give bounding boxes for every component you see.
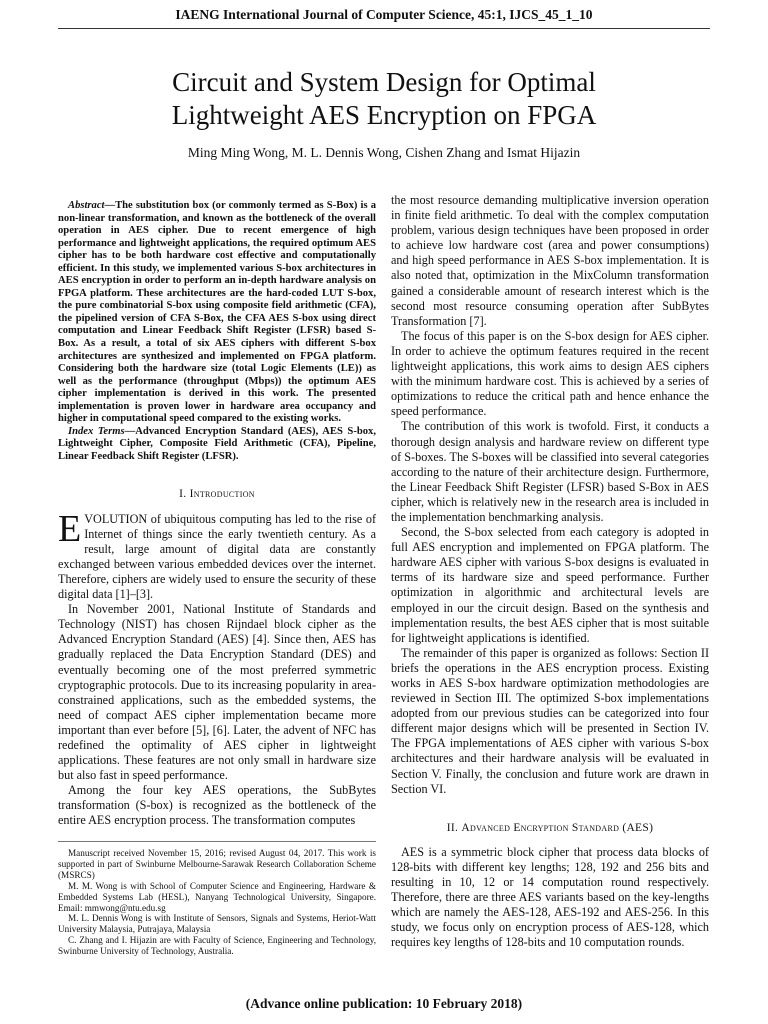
- intro-paragraph-1-text: of ubiquitous computing has led to the rise of Internet of things since the early twentieth century. As a result, large amount of digital data are constantly exchanged between various embedded devices over the internet. Therefore, ciphers are widely used to ensure the security of these digital data [1]–[3].: [58, 511, 376, 602]
- abstract-label: Abstract: [68, 200, 105, 211]
- right-paragraph-1: the most resource demanding multiplicative inversion operation in finite field arithmetic. To deal with the complex computation problem, various design techniques have been proposed in order to achieve low hardware cost (area and power consumptions) and high speed performance in AES S-box implementation. It is also noted that, optimization in the MixColumn transformation gained a considerable amount of research interest which is the second most resource consuming operation after SubBytes Transformation [7].: [391, 193, 709, 328]
- journal-header: IAENG International Journal of Computer Science, 45:1, IJCS_45_1_10: [175, 7, 593, 22]
- section-2-heading: [391, 821, 709, 836]
- drop-cap: E: [58, 507, 82, 550]
- section-1-heading: [58, 487, 376, 502]
- right-paragraph-4: Second, the S-box selected from each category is adopted in full AES encryption and implemented on FPGA platform. The hardware AES cipher with various S-box designs is evaluated in terms of its hardware size and speed performance. Further optimization in algorithmic and architectural levels are employed in our the circuit design. Based on the synthesis and implementation results, the best AES cipher that is most suitable for lightweight applications is identified.: [391, 525, 709, 645]
- footnote-author-2: M. L. Dennis Wong is with Institute of Sensors, Signals and Systems, Heriot-Watt University Malaysia, Putrajaya, Malaysia: [58, 913, 376, 935]
- author-list: Ming Ming Wong, M. L. Dennis Wong, Cishen Zhang and Ismat Hijazin: [187, 145, 581, 160]
- aes-paragraph-1: AES is a symmetric block cipher that process data blocks of 128-bits with different key lengths; 128, 192 and 256 bits and resulting in 10, 12 or 14 computation round respectively. Therefore, there are three AES variants based on the key-lengths which are namely the AES-128, AES-192 and AES-256. In this study, we focus only on encryption process of AES-128, which requires key lengths of 128-bits and 10 computation rounds.: [391, 844, 709, 950]
- paper-title: [0, 66, 768, 132]
- index-terms-text: —Advanced Encryption Standard (AES), AES S-box, Lightweight Cipher, Composite Field Arithmetic (CFA), Pipeline, Linear Feedback Shift Register (LFSR).: [58, 425, 376, 462]
- intro-paragraph-3: Among the four key AES operations, the SubBytes transformation (S-box) is recognized as the bottleneck of the entire AES encryption process. The transformation computes: [58, 783, 376, 828]
- footnote-manuscript: Manuscript received November 15, 2016; revised August 04, 2017. This work is supported in part of Swinburne Melbourne-Sarawak Research Collaboration Scheme (MSRCS): [58, 848, 376, 880]
- footnote-author-3: C. Zhang and I. Hijazin are with Faculty of Science, Engineering and Technology, Swinburne University of Technology, Australia.: [58, 935, 376, 957]
- section-1-title: Introduction: [189, 488, 255, 501]
- section-1-number: I.: [179, 488, 190, 501]
- right-paragraph-3: The contribution of this work is twofold. First, it conducts a thorough design analysis and hardware review on different type of S-boxes. The S-boxes will be classified into several categories according to the nature of their architecture design. Furthermore, the Linear Feedback Shift Register (LFSR) based S-Box in AES cipher, which is relatively new in the research area is included in the implementation benchmarking analysis.: [391, 419, 709, 524]
- footnotes: [58, 841, 376, 957]
- title-line-2: Lightweight AES Encryption on FPGA: [171, 100, 597, 130]
- footnote-author-1: M. M. Wong is with School of Computer Science and Engineering, Hardware & Embedded Systems Lab (HESL), Nanyang Technological University, Singapore. Email: mmwong@ntu.edu.sg: [58, 880, 376, 913]
- index-terms-label: Index Terms: [68, 425, 125, 437]
- abstract: [58, 200, 376, 426]
- right-paragraph-5: The remainder of this paper is organized as follows: Section II briefs the operations in the AES encryption process. Existing works in AES S-box hardware optimization methodologies are reviewed in Section III. The optimized S-box implementations adopted from our previous studies can be categorized into four different major designs which will be presented in Section IV. The FPGA implementations of AES cipher with various S-box architectures and their hardware analysis will be evaluated in Section V. Finally, the conclusion and future work are drawn in Section VI.: [391, 645, 709, 796]
- publication-footer: (Advance online publication: 10 February 2018): [245, 996, 523, 1011]
- right-column: [391, 193, 709, 951]
- header-divider: [58, 28, 710, 29]
- left-column: [58, 200, 376, 829]
- title-line-1: Circuit and System Design for Optimal: [172, 67, 596, 97]
- intro-paragraph-1: [58, 507, 376, 603]
- section-2-title: Advanced Encryption Standard (AES): [461, 821, 654, 834]
- intro-first-word: VOLUTION: [84, 511, 148, 526]
- right-paragraph-2: The focus of this paper is on the S-box design for AES cipher. In order to achieve the optimum features required in the recent lightweight applications, this work aims to design AES ciphers with the minimum hardware cost. This is achieved by a series of optimizations to reduce the critical path and hence enhance the speed performance.: [391, 328, 709, 419]
- section-2-number: II.: [446, 821, 462, 834]
- abstract-text: —The substitution box (or commonly termed as S-Box) is a non-linear transformation, and known as the bottleneck of the overall operation in AES cipher. Due to recent emergence of high performance and lightweight applications, the required optimum AES cipher has to be both hardware cost effective and computationally efficient. In this study, we implemented various S-box architectures in AES encryption in order to perform an in-depth hardware analysis on FPGA platform. These architectures are the hard-coded LUT S-box, the pure combinatorial S-box using composite field arithmetic (CFA), the pipelined version of CFA S-Box, the CFA AES S-box using direct computation and Linear Feedback Shift Register (LFSR) based S-Box. As a result, a total of six AES ciphers with different S-box architectures are synthesized and implemented on FPGA platform. Considering both the hardware size (total Logic Elements (LE)) as well as the performance (throughput (Mbps)) the optimum AES cipher implementation is derived in this work. The presented implementation is proven lower in hardware area occupancy and higher in computational speed compared to the existing works.: [58, 200, 376, 425]
- index-terms: [58, 426, 376, 464]
- intro-paragraph-2: In November 2001, National Institute of Standards and Technology (NIST) has chosen Rijndael block cipher as the Advanced Encryption Standard (AES) [4]. Since then, AES has gradually replaced the Data Encryption Standard (DES) and eventually becoming one of the most preferred symmetric cryptographic protocols. Due to its increasing popularity in area-constrained applications, such as the embedded systems, the need of compact AES cipher implementation became more important than ever before [5], [6]. Later, the advent of NFC has redefined the optimality of AES cipher in lightweight applications. These features are not only small in hardware size but also fast in speed performance.: [58, 602, 376, 783]
